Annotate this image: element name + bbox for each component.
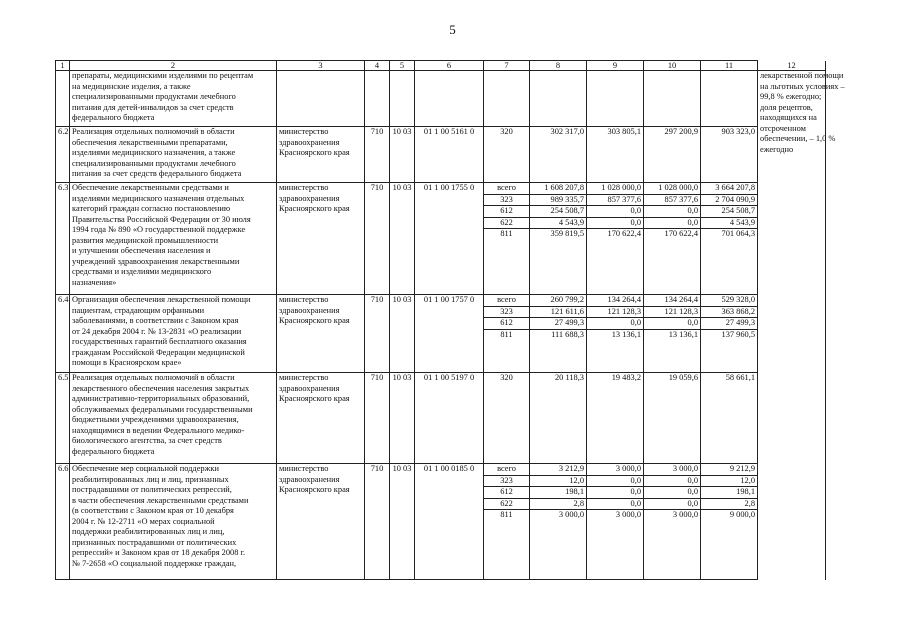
row-vr — [484, 127, 530, 183]
row-csr: 01 1 00 5161 0 — [415, 127, 484, 183]
row-value-total-line: 12,0 — [701, 476, 757, 488]
row-description-line: Обеспечение лекарственными средствами и — [72, 183, 229, 192]
row-value-2016-line: 1 028 000,0 — [644, 183, 700, 195]
row-value-total-line: 198,1 — [701, 487, 757, 499]
row-value-2016-line: 0,0 — [644, 206, 700, 218]
row-description-line: Реализация отдельных полномочий в области — [72, 127, 235, 136]
row-value-2016-line: 3 000,0 — [644, 464, 700, 476]
row-description-line: обслуживаемых федеральными государственными — [72, 404, 253, 414]
table-row — [56, 295, 826, 373]
row-vr — [484, 464, 530, 580]
row-number: 6.4 — [56, 295, 70, 373]
row-vr-line: 612 — [484, 318, 529, 330]
row-description-line: репрессий» и Законом края от 18 декабря 2008 г. — [72, 548, 246, 557]
row-value-2014-line: 27 499,3 — [530, 318, 586, 330]
row-value-2015-line: 13 136,1 — [611, 329, 641, 339]
row-organization-line: Красноярского края — [279, 394, 350, 403]
row-number: 6.5 — [56, 373, 70, 464]
header-cell-12: 12 — [758, 61, 826, 71]
row-value-2014-line: 302 317,0 — [550, 127, 584, 136]
row-value-2016-line: 0,0 — [644, 499, 700, 511]
row-organization-line: министерство — [279, 127, 329, 136]
row-value-2015-line: 0,0 — [587, 499, 643, 511]
row-csr: 01 1 00 1757 0 — [415, 295, 484, 373]
row-value-total — [701, 295, 758, 373]
expected-result-line: обеспечении, – 1,0 % — [760, 134, 836, 143]
row-value-2016-line: 19 059,6 — [668, 373, 698, 382]
row-description-line: пациентам, страдающим орфанными — [72, 305, 205, 315]
table-row — [56, 373, 826, 464]
row-organization-line: Красноярского края — [279, 316, 350, 325]
row-value-total — [701, 464, 758, 580]
row-value-total — [701, 183, 758, 295]
row-value-2015-line: 3 000,0 — [615, 510, 641, 519]
row-description-line: препараты, медицинскими изделиями по рецептам — [72, 71, 254, 80]
row-description-line: учреждений здравоохранения лекарственными — [72, 256, 240, 266]
row-value-total-line: 3 664 207,8 — [701, 183, 757, 195]
row-value-2014-line: 2,8 — [530, 499, 586, 511]
row-vr — [484, 295, 530, 373]
row-value-2014 — [530, 464, 587, 580]
row-value-total-line: 701 064,3 — [721, 229, 755, 238]
row-value-total — [701, 373, 758, 464]
header-cell-6: 6 — [415, 61, 484, 71]
row-organization-line: министерство — [279, 373, 329, 382]
row-organization-line: здравоохранения — [279, 193, 340, 203]
row-value-2015-line: 857 377,6 — [587, 195, 643, 207]
row-value-2016-line: 121 128,3 — [644, 307, 700, 319]
row-description-line: гражданам Российской Федерации медицинской — [72, 347, 245, 357]
row-description-line: административно-территориальных образований, — [72, 394, 250, 403]
row-value-2014-line: 20 118,3 — [554, 373, 584, 382]
header-cell-10: 10 — [644, 61, 701, 71]
row-grbs: 710 — [365, 373, 390, 464]
row-description-line: 1994 года № 890 «О государственной поддержке — [72, 225, 246, 234]
row-organization — [277, 127, 365, 183]
row-value-2016 — [644, 373, 701, 464]
row-value-2016-line: 170 622,4 — [664, 229, 698, 238]
row-value-total-line: 27 499,3 — [701, 318, 757, 330]
row-rzpr: 10 03 — [390, 127, 415, 183]
row-description-line: обеспечения лекарственными препаратами, — [72, 137, 228, 147]
row-value-2015-line: 134 264,4 — [587, 295, 643, 307]
row-description-line: средствами и изделиями медицинского — [72, 267, 212, 276]
header-row — [56, 61, 826, 71]
header-cell-3: 3 — [277, 61, 365, 71]
row-value-2014-line: 260 799,2 — [530, 295, 586, 307]
expected-result-line: ежегодно — [760, 144, 794, 154]
row-description-line: назначения» — [72, 277, 117, 287]
row-organization-line: здравоохранения — [279, 383, 340, 393]
row-description — [70, 373, 277, 464]
row-description-line: питания за счет средств федерального бюджета — [72, 169, 242, 178]
row-description-line: Организация обеспечения лекарственной помощи — [72, 295, 251, 304]
row-value-total — [701, 71, 758, 127]
row-description-line: биологического агентства, за счет средств — [72, 436, 222, 445]
row-organization-line: министерство — [279, 464, 329, 473]
row-value-2015 — [587, 183, 644, 295]
row-value-2015-line: 303 805,1 — [607, 127, 641, 136]
row-description-line: федерального бюджета — [72, 113, 155, 122]
expected-result-line: лекарственной помощи — [760, 71, 844, 80]
row-value-2014-line: 254 508,7 — [530, 206, 586, 218]
row-value-total-line: 4 543,9 — [701, 218, 757, 230]
row-value-2014-line: 3 212,9 — [530, 464, 586, 476]
row-rzpr — [390, 71, 415, 127]
row-organization-line: здравоохранения — [279, 474, 340, 484]
row-vr-line: 612 — [484, 206, 529, 218]
row-number: 6.2 — [56, 127, 70, 183]
row-value-2015 — [587, 71, 644, 127]
row-vr — [484, 373, 530, 464]
row-organization — [277, 295, 365, 373]
row-value-2014 — [530, 295, 587, 373]
table-row — [56, 183, 826, 295]
expected-result-line: на льготных условиях – — [760, 81, 845, 91]
header-cell-8: 8 — [530, 61, 587, 71]
row-description-line: Реализация отдельных полномочий в области — [72, 373, 235, 382]
row-value-total-line: 58 661,1 — [725, 373, 755, 382]
row-value-2014-line: 3 000,0 — [558, 510, 584, 519]
row-vr-line: 320 — [500, 127, 513, 136]
row-value-total — [701, 127, 758, 183]
row-description-line: федерального бюджета — [72, 446, 155, 456]
row-organization-line: министерство — [279, 183, 329, 192]
row-csr — [415, 71, 484, 127]
row-description — [70, 295, 277, 373]
row-value-2016 — [644, 464, 701, 580]
table-row — [56, 127, 826, 183]
row-value-2016-line: 13 136,1 — [668, 329, 698, 339]
row-value-total-line: 254 508,7 — [701, 206, 757, 218]
row-description-line: на медицинские изделия, а также — [72, 81, 191, 91]
row-rzpr: 10 03 — [390, 183, 415, 295]
row-value-2016-line: 0,0 — [644, 487, 700, 499]
row-number — [56, 71, 70, 127]
row-description-line: признанных пострадавшими от политических — [72, 537, 237, 547]
row-organization-line: Красноярского края — [279, 148, 350, 157]
expected-result-line: находящихся на — [760, 113, 817, 122]
row-value-2014-line: 359 819,5 — [550, 229, 584, 238]
row-value-2014-line: 989 335,7 — [530, 195, 586, 207]
row-organization-line: министерство — [279, 295, 329, 304]
row-value-2015-line: 3 000,0 — [587, 464, 643, 476]
row-description-line: (в соответствии с Законом края от 10 декабря — [72, 506, 234, 515]
row-description — [70, 183, 277, 295]
row-value-2014-line: 12,0 — [530, 476, 586, 488]
row-organization-line: Красноярского края — [279, 485, 350, 494]
row-csr: 01 1 00 5197 0 — [415, 373, 484, 464]
row-value-2015-line: 0,0 — [587, 218, 643, 230]
row-value-total-line: 137 960,5 — [721, 329, 755, 339]
row-value-total-line: 9 212,9 — [701, 464, 757, 476]
row-description-line: в части обеспечения лекарственными средствами — [72, 495, 249, 505]
row-csr: 01 1 00 1755 0 — [415, 183, 484, 295]
row-vr-line: 811 — [500, 329, 513, 339]
row-value-2016-line: 0,0 — [644, 476, 700, 488]
row-description-line: помощи в Красноярском крае» — [72, 358, 182, 367]
row-vr-line: 811 — [500, 510, 513, 519]
row-csr: 01 1 00 0185 0 — [415, 464, 484, 580]
row-description-line: находящимися в ведении Федерального медико- — [72, 425, 245, 435]
row-value-total-line: 9 000,0 — [729, 510, 755, 519]
table-row — [56, 71, 826, 127]
row-organization-line: здравоохранения — [279, 137, 340, 147]
row-value-2015 — [587, 127, 644, 183]
row-value-2016-line: 3 000,0 — [672, 510, 698, 519]
row-value-2015-line: 0,0 — [587, 476, 643, 488]
row-description-line: № 7-2658 «О социальной поддержке граждан, — [72, 558, 237, 568]
header-cell-5: 5 — [390, 61, 415, 71]
row-value-2016-line: 857 377,6 — [644, 195, 700, 207]
row-vr-line: 612 — [484, 487, 529, 499]
row-description-line: Правительства Российской Федерации от 30 июля — [72, 214, 251, 224]
row-description-line: 2004 г. № 12-2711 «О мерах социальной — [72, 516, 215, 526]
row-rzpr: 10 03 — [390, 464, 415, 580]
row-vr-line: 811 — [500, 229, 513, 238]
row-description-line: изделиями медицинского назначения отдельных — [72, 193, 245, 203]
row-value-2014 — [530, 71, 587, 127]
row-vr-line: 622 — [484, 499, 529, 511]
row-description-line: категорий граждан согласно постановлению — [72, 204, 231, 213]
row-value-2016-line: 297 200,9 — [664, 127, 698, 136]
row-description-line: лекарственного обеспечения населения закрытых — [72, 383, 250, 393]
row-organization — [277, 71, 365, 127]
row-value-2016-line: 0,0 — [644, 218, 700, 230]
row-value-2016-line: 134 264,4 — [644, 295, 700, 307]
page-number: 5 — [449, 22, 456, 37]
row-vr-line: всего — [484, 295, 529, 307]
expected-result-line: доля рецептов, — [760, 102, 813, 112]
row-grbs: 710 — [365, 183, 390, 295]
row-value-2015 — [587, 464, 644, 580]
row-vr-line: всего — [484, 183, 529, 195]
row-rzpr: 10 03 — [390, 373, 415, 464]
row-organization — [277, 464, 365, 580]
row-description — [70, 464, 277, 580]
table-row — [56, 464, 826, 580]
row-value-2014 — [530, 373, 587, 464]
row-value-2014-line: 1 608 207,8 — [530, 183, 586, 195]
header-cell-7: 7 — [484, 61, 530, 71]
row-value-total-line: 2 704 090,9 — [701, 195, 757, 207]
header-cell-2: 2 — [70, 61, 277, 71]
row-grbs: 710 — [365, 127, 390, 183]
row-value-total-line: 2,8 — [701, 499, 757, 511]
row-value-2015 — [587, 373, 644, 464]
row-organization — [277, 373, 365, 464]
row-description-line: бюджетными учреждениями здравоохранения, — [72, 415, 239, 424]
expected-result — [758, 71, 845, 580]
header-cell-9: 9 — [587, 61, 644, 71]
row-organization — [277, 183, 365, 295]
row-number: 6.3 — [56, 183, 70, 295]
row-value-2016 — [644, 127, 701, 183]
row-grbs: 710 — [365, 295, 390, 373]
row-vr-line: 323 — [484, 307, 529, 319]
row-organization-line: здравоохранения — [279, 305, 340, 315]
row-value-2015-line: 19 483,2 — [611, 373, 641, 382]
header-cell-1: 1 — [56, 61, 70, 71]
row-vr — [484, 71, 530, 127]
row-value-2015-line: 121 128,3 — [587, 307, 643, 319]
row-description-line: от 24 декабря 2004 г. № 13-2831 «О реализации — [72, 326, 242, 336]
expected-result-line: 99,8 % ежегодно; — [760, 92, 822, 101]
row-description-line: государственных гарантий бесплатного оказания — [72, 337, 247, 346]
row-description-line: и улучшении обеспечения населения и — [72, 246, 211, 255]
row-description-line: поддержки реабилитированных лиц и лиц, — [72, 527, 225, 536]
row-description-line: Обеспечение мер социальной поддержки — [72, 464, 219, 473]
row-organization-line: Красноярского края — [279, 204, 350, 213]
header-cell-4: 4 — [365, 61, 390, 71]
row-grbs: 710 — [365, 464, 390, 580]
row-value-total-line: 363 868,2 — [701, 307, 757, 319]
row-description-line: развития медицинской промышленности — [72, 235, 219, 245]
row-value-total-line: 903 323,0 — [721, 127, 755, 136]
row-value-2015-line: 0,0 — [587, 487, 643, 499]
row-description-line: реабилитированных лиц и лиц, признанных — [72, 474, 229, 484]
row-value-total-line: 529 328,0 — [701, 295, 757, 307]
row-vr-line: 622 — [484, 218, 529, 230]
row-description-line: специализированными продуктами лечебного — [72, 158, 236, 168]
row-value-2016 — [644, 295, 701, 373]
program-table — [55, 60, 845, 580]
row-value-2014-line: 111 688,3 — [551, 329, 584, 339]
row-value-2015-line: 0,0 — [587, 318, 643, 330]
row-description-line: специализированными продуктами лечебного — [72, 92, 236, 101]
row-number: 6.6 — [56, 464, 70, 580]
row-vr-line: всего — [484, 464, 529, 476]
row-description — [70, 127, 277, 183]
row-value-2015-line: 0,0 — [587, 206, 643, 218]
row-grbs — [365, 71, 390, 127]
row-value-2015 — [587, 295, 644, 373]
row-value-2016 — [644, 71, 701, 127]
row-value-2014 — [530, 127, 587, 183]
row-description — [70, 71, 277, 127]
row-description-line: питания для детей-инвалидов за счет средств — [72, 102, 234, 112]
row-value-2014 — [530, 183, 587, 295]
row-vr-line: 320 — [500, 373, 513, 382]
row-vr-line: 323 — [484, 476, 529, 488]
row-vr-line: 323 — [484, 195, 529, 207]
row-rzpr: 10 03 — [390, 295, 415, 373]
header-cell-11: 11 — [701, 61, 758, 71]
row-value-2014-line: 121 611,6 — [530, 307, 586, 319]
expected-result-line: отсроченном — [760, 123, 806, 133]
row-value-2016-line: 0,0 — [644, 318, 700, 330]
row-description-line: заболеваниями, в соответствии с Законом края — [72, 316, 239, 325]
row-vr — [484, 183, 530, 295]
row-description-line: изделиями медицинского назначения, а также — [72, 148, 236, 157]
row-value-2014-line: 198,1 — [530, 487, 586, 499]
row-value-2015-line: 1 028 000,0 — [587, 183, 643, 195]
row-value-2016 — [644, 183, 701, 295]
row-description-line: пострадавшими от политических репрессий, — [72, 485, 232, 494]
row-value-2014-line: 4 543,9 — [530, 218, 586, 230]
row-value-2015-line: 170 622,4 — [607, 229, 641, 238]
